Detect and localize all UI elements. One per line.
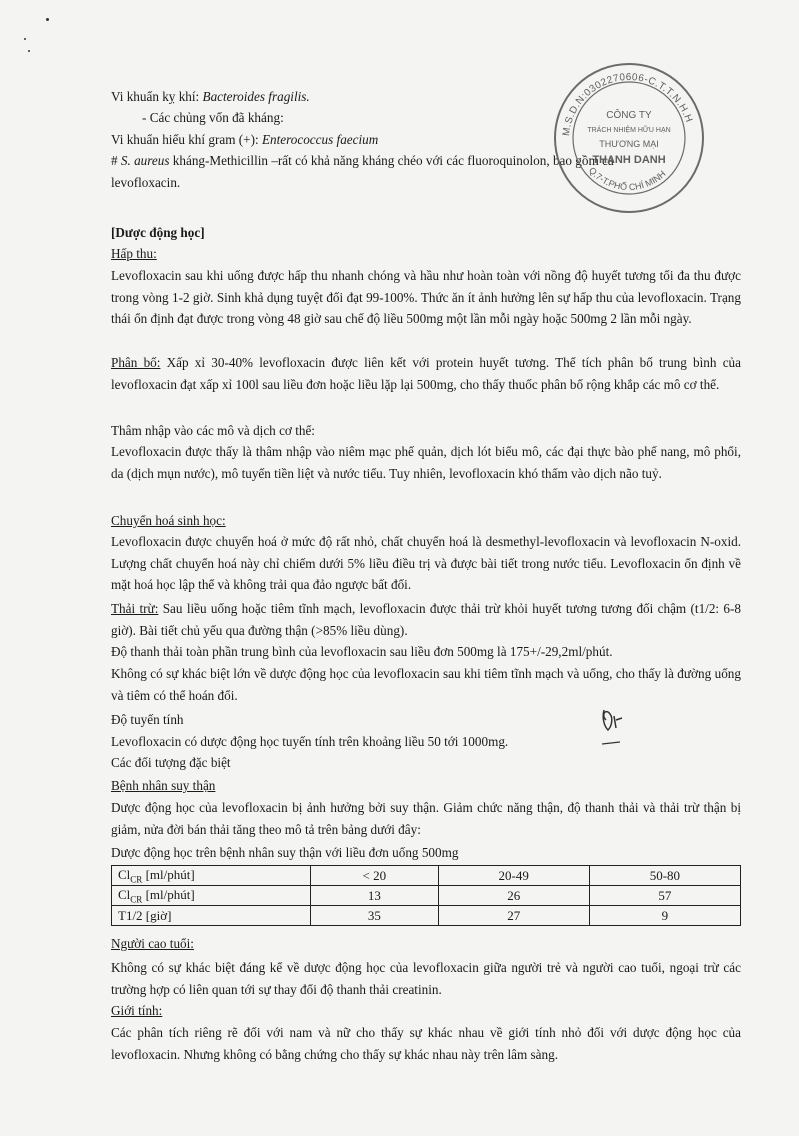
distribution-label: Phân bố: [111, 355, 161, 370]
table-row [112, 866, 741, 886]
absorption-label [111, 243, 741, 265]
mrsa-text: kháng-Methicillin –rất có khả năng kháng chéo với các fluoroquinolon, bao gồm cả [169, 153, 614, 168]
elimination-text: Sau liều uống hoặc tiêm tĩnh mạch, levofloxacin được thải trừ khỏi huyết tương tương đối chậm (t1/2: 6-8 giờ). Bài tiết chủ yếu qua đường thận (>85% liều dùng). [111, 601, 741, 638]
gender-label [111, 1000, 741, 1022]
metabolism-label [111, 510, 741, 532]
table-cell: < 20 [311, 866, 439, 886]
mrsa-species: S. aureus [120, 153, 170, 168]
renal-label [111, 775, 741, 797]
pk-heading: [Dược động học] [111, 225, 205, 240]
anaerobic-species: Bacteroides fragilis. [202, 89, 310, 104]
svg-text:Q.7-T.PHỐ CHÍ MINH [587, 165, 668, 192]
penetration-text: Levofloxacin được thấy là thâm nhập vào niêm mạc phế quản, dịch lót biểu mô, các đại thực bào phế nang, mô phổi, da (dịch mụn nước), mô tuyến tiền liệt và nước tiểu. Tuy nhiên, levofloxacin khó thấm vào dịch não tuỷ. [111, 444, 741, 481]
stamp-line-3: THƯƠNG MẠI [599, 139, 659, 149]
absorption-label-text: Hấp thu: [111, 246, 157, 261]
row-label-main: Cl [118, 866, 131, 882]
table-caption: Dược động học trên bệnh nhân suy thận với liều đơn uống 500mg [111, 845, 459, 860]
row-label-sub: CR [130, 894, 143, 905]
mrsa-line-end: levofloxacin. [111, 175, 181, 190]
table-cell: 27 [438, 906, 589, 926]
elderly-text: Không có sự khác biệt đáng kể về dược động học của levofloxacin giữa người trẻ và người cao tuổi, ngoại trừ các trường hợp có liên quan tới sự thay đổi độ thanh thải creatinin. [111, 960, 741, 997]
row-label-rest: [ml/phút] [142, 866, 195, 882]
row-label-rest: [ml/phút] [142, 886, 195, 902]
distribution-text: Xấp xỉ 30-40% levofloxacin được liên kết với protein huyết tương. Thể tích phân bố trung bình của levofloxacin đạt xấp xỉ 100l sau liều đơn hoặc liều lặp lại 500mg, cho thấy thuốc phân bố rộng khắp các mô cơ thể. [111, 355, 741, 392]
stamp-line-2: TRÁCH NHIỆM HỮU HẠN [587, 127, 671, 134]
table-cell: 35 [311, 906, 439, 926]
row-label [112, 906, 311, 926]
scan-speck [28, 50, 30, 52]
gender-label-text: Giới tính: [111, 1003, 163, 1018]
penetration-label: Thâm nhập vào các mô và dịch cơ thể: [111, 423, 315, 438]
renal-text: Dược động học của levofloxacin bị ảnh hưởng bởi suy thận. Giảm chức năng thận, độ thanh thải và thải trừ thận bị giảm, nửa đời bán thải tăng theo mô tả trên bảng dưới đây: [111, 800, 741, 837]
row-label [112, 866, 311, 886]
table-cell: 13 [311, 886, 439, 906]
row-label-main: Cl [118, 886, 131, 902]
stamp-line-4: THANH DANH [592, 154, 666, 166]
linearity-label: Độ tuyến tính [111, 712, 184, 727]
renal-pk-table [111, 865, 741, 926]
table-cell: 26 [438, 886, 589, 906]
renal-label-text: Bệnh nhân suy thận [111, 778, 216, 793]
resistant-strains-line: - Các chủng vốn đã kháng: [142, 110, 284, 125]
table-row [112, 906, 741, 926]
stamp-line-1: CÔNG TY [606, 110, 652, 121]
stamp-bottom-text: Q.7-T.PHỐ CHÍ MINH [586, 165, 668, 193]
metabolism-label-text: Chuyển hoá sinh học: [111, 513, 226, 528]
aerobic-species: Enterococcus faecium [261, 132, 379, 147]
special-populations-label: Các đối tượng đặc biệt [111, 755, 231, 770]
linearity-text: Levofloxacin có dược động học tuyến tính trên khoảng liều 50 tới 1000mg. [111, 734, 509, 749]
elderly-label [111, 933, 741, 955]
anaerobic-label: Vi khuẩn kỵ khí: [111, 89, 203, 104]
company-stamp [551, 60, 707, 216]
aerobic-label: Vi khuẩn hiếu khí gram (+): [111, 132, 262, 147]
table-cell: 20-49 [438, 866, 589, 886]
elderly-label-text: Người cao tuổi: [111, 936, 194, 951]
scan-speck [46, 18, 49, 21]
iv-oral-text: Không có sự khác biệt lớn về dược động học của levofloxacin sau khi tiêm tĩnh mạch và uống, cho thấy là đường uống và tiêm có thể hoán đổi. [111, 666, 741, 703]
row-label-main: T1/2 [giờ] [118, 907, 172, 923]
scan-speck [24, 38, 26, 40]
absorption-text: Levofloxacin sau khi uống được hấp thu nhanh chóng và hầu như hoàn toàn với nồng độ huyết tương tối đa thu được trong vòng 1-2 giờ. Sinh khả dụng tuyệt đối đạt 99-100%. Thức ăn ít ảnh hưởng lên sự hấp thu của levofloxacin. Trạng thái ổn định đạt được trong vòng 48 giờ sau chế độ liều 500mg một lần mỗi ngày hoặc 500mg 2 lần mỗi ngày. [111, 268, 741, 326]
gender-text: Các phân tích riêng rẽ đối với nam và nữ cho thấy sự khác nhau về giới tính nhỏ đối với dược động học của levofloxacin. Nhưng không có bằng chứng cho thấy sự khác nhau này trên lâm sàng. [111, 1025, 741, 1062]
distribution-paragraph [111, 352, 741, 395]
row-label [112, 886, 311, 906]
elimination-label: Thải trừ: [111, 601, 159, 616]
row-label-sub: CR [130, 874, 143, 885]
elimination-paragraph [111, 598, 741, 641]
table-cell: 57 [589, 886, 740, 906]
mrsa-hash: # [111, 153, 121, 168]
clearance-text: Độ thanh thải toàn phần trung bình của levofloxacin sau liều đơn 500mg là 175+/-29,2ml/phút. [111, 644, 613, 659]
table-cell: 50-80 [589, 866, 740, 886]
handwritten-initial [598, 704, 630, 750]
stamp-ring-text: M.S.D.N:0302270606-C.T.T.N.H.H [561, 71, 695, 137]
table-cell: 9 [589, 906, 740, 926]
table-row [112, 886, 741, 906]
metabolism-text: Levofloxacin được chuyển hoá ở mức độ rất nhỏ, chất chuyển hoá là desmethyl-levofloxacin và levofloxacin N-oxid. Lượng chất chuyển hoá này chỉ chiếm dưới 5% liều điều trị và được bài tiết trong nước tiểu. Levofloxacin ổn định về mặt hoá học lập thể và không trải qua đảo ngược bất đối. [111, 534, 741, 592]
